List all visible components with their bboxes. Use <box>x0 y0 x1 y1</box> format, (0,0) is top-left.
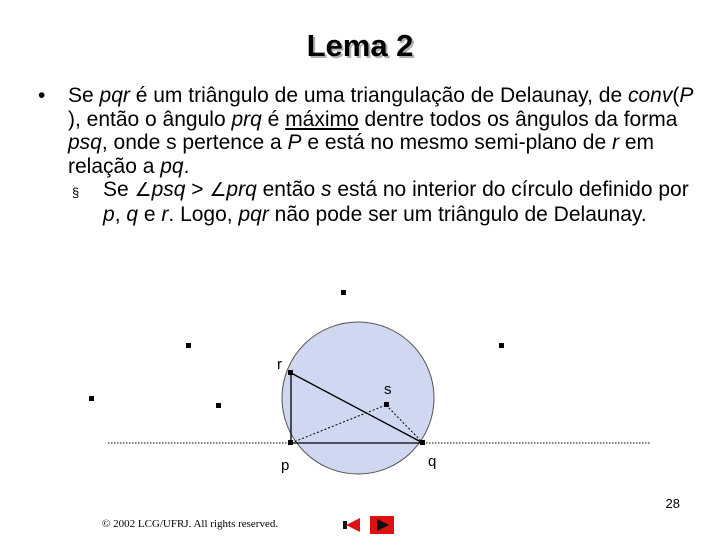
sub-bullet-text: Se ∠psq > ∠prq então s está no interior do círculo definido por p, q e r. Logo, pqr não pode ser um triângulo de Delaunay. <box>103 178 689 226</box>
point-s <box>384 402 389 407</box>
point <box>341 290 346 295</box>
point-q <box>420 440 425 445</box>
circumcircle <box>282 322 437 474</box>
label-p: p <box>281 457 290 474</box>
bullet-marker: • <box>38 84 46 107</box>
point-r <box>288 370 293 375</box>
sub-bullet-marker: § <box>72 185 80 200</box>
label-s: s <box>384 381 392 398</box>
copyright-notice: © 2002 LCG/UFRJ. All rights reserved. <box>102 518 279 530</box>
previous-slide-icon[interactable] <box>341 516 365 534</box>
point <box>499 343 504 348</box>
slide-title: Lema 2 <box>306 28 414 63</box>
label-q: q <box>428 453 437 470</box>
label-r: r <box>277 356 282 373</box>
point <box>89 396 94 401</box>
point-p <box>288 440 293 445</box>
page-number: 28 <box>665 496 680 511</box>
next-slide-icon[interactable] <box>370 516 394 534</box>
point <box>216 403 221 408</box>
point <box>186 343 191 348</box>
bullet-text: Se pqr é um triângulo de uma triangulação de Delaunay, de conv(P ), então o ângulo prq é máximo dentre todos os ângulos da forma psq, onde s pertence a P e está no mesmo semi-plano de r em relação a pq. <box>68 84 694 178</box>
